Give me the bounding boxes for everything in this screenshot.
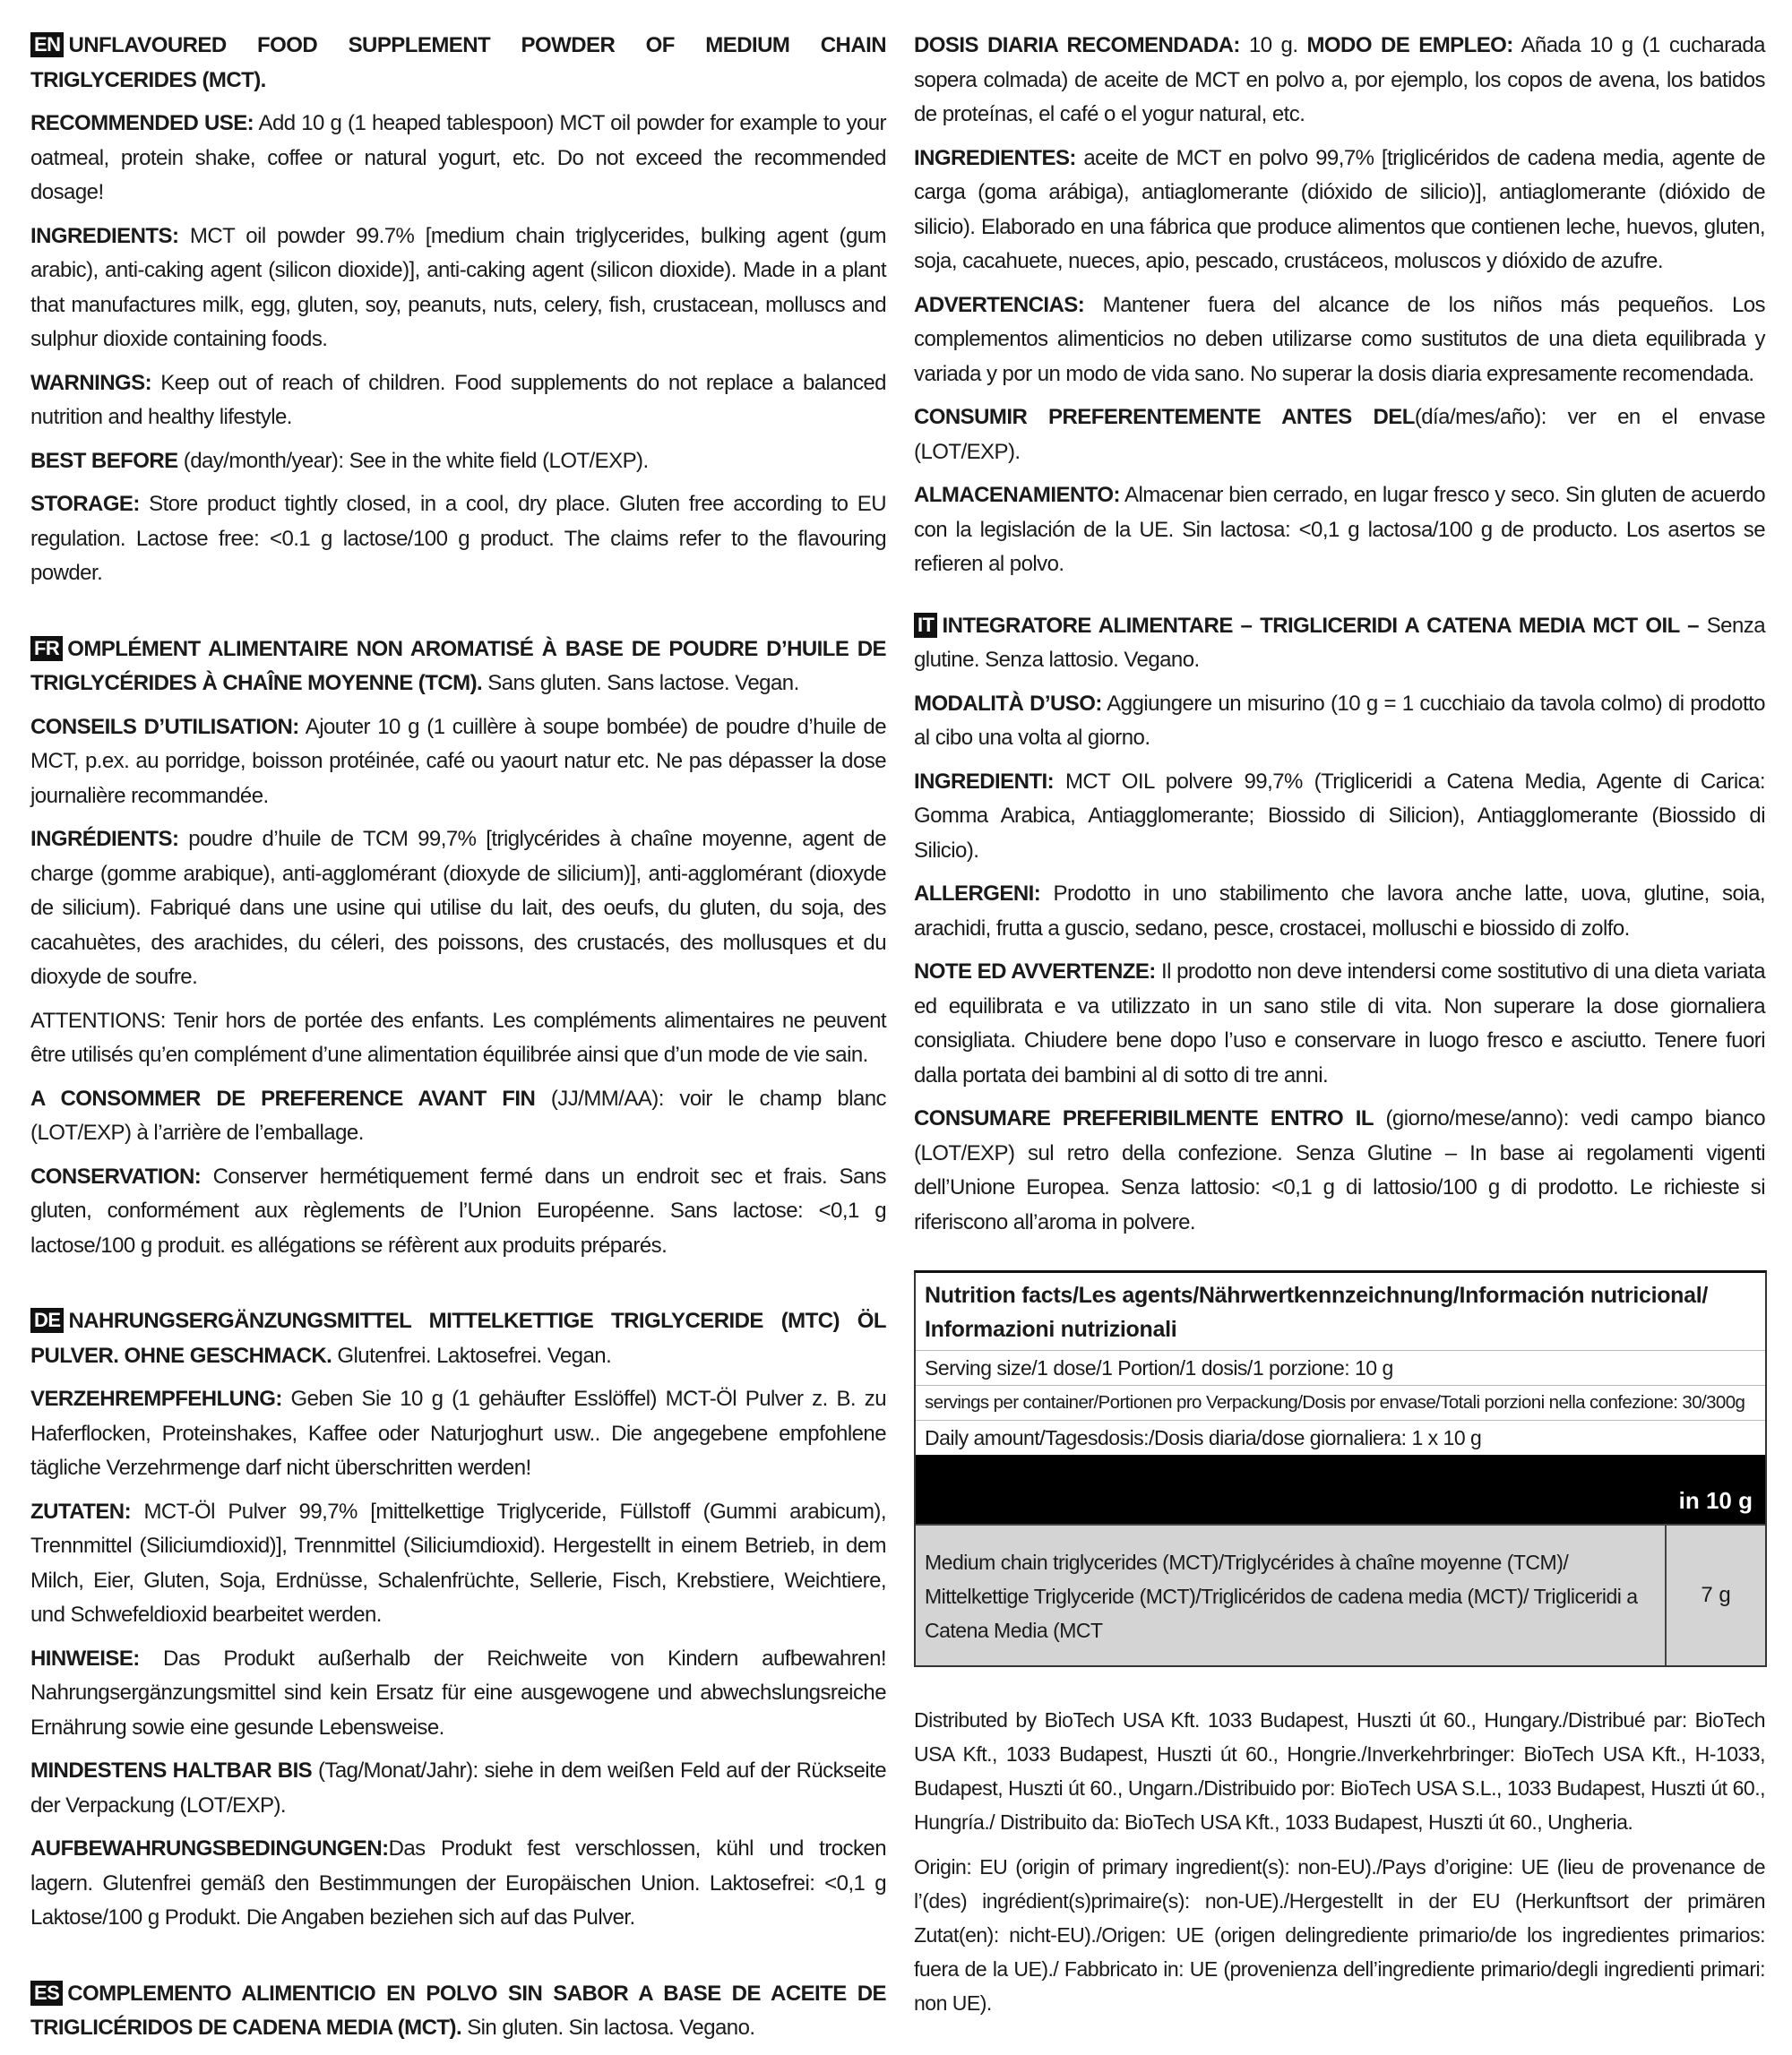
it-usage: MODALITÀ D’USO: Aggiungere un misurino (10 g = 1 cucchiaio da tavola colmo) di prodotto al cibo una volta al giorno. [914,691,1765,750]
fr-usage: CONSEILS D’UTILISATION: Ajouter 10 g (1 cuillère à soupe bombée) de poudre d’huile de MCT, p.ex. au porridge, boisson protéinée, café ou yaourt natur etc. Ne pas dépasser la dose journalière recommandée. [30,714,886,808]
de-title-tail: Glutenfrei. Laktosefrei. Vegan. [332,1343,612,1368]
de-ingredients: ZUTATEN: MCT-Öl Pulver 99,7% [mittelkettige Triglyceride, Füllstoff (Gummi arabicum), Trennmittel (Siliciumdioxid)], Trennmittel (Siliciumdioxid). Hergestellt in einem Betrieb, in dem Milch, Eier, Gluten, Soja, Erdnüsse, Schalenfrüchte, Sellerie, Fisch, Krebstiere, Weichtiere, und Schwefeldioxid bearbeitet werden. [30,1499,886,1627]
de-title: NAHRUNGSERGÄNZUNGSMITTEL MITTELKETTIGE TRIGLYCERIDE (MTC) ÖL PULVER. OHNE GESCHMACK. [30,1309,886,1368]
it-language-badge: IT [914,613,937,638]
es-dose-and-usage: DOSIS DIARIA RECOMENDADA: 10 g. MODO DE EMPLEO: Añada 10 g (1 cucharada sopera colmada) de aceite de MCT en polvo a, por ejemplo, los copos de avena, los batidos de proteínas, el café o el yogur natural, etc. [914,33,1765,126]
fr-language-badge: FR [30,636,63,661]
it-notes: NOTE ED AVVERTENZE: Il prodotto non deve intendersi come sostitutivo di una dieta variata ed equilibrata e va utilizzato in un sano stile di vita. Non superare la dose giornaliera consigliata. Chiudere bene dopo l’uso e conservare in luogo fresco e asciutto. Tenere fuori dalla portata dei bambini al di sotto di tre anni. [914,959,1765,1088]
it-heading [914,609,1765,678]
fr-title: OMPLÉMENT ALIMENTAIRE NON AROMATISÉ À BASE DE POUDRE D’HUILE DE TRIGLYCÉRIDES À CHAÎNE MOYENNE (TCM). [30,636,886,695]
en-ingredients: INGREDIENTS: MCT oil powder 99.7% [medium chain triglycerides, bulking agent (gum arabic), anti-caking agent (silicon dioxide)], anti-caking agent (silicon dioxide). Made in a plant that manufactures milk, egg, gluten, soy, peanuts, nuts, celery, fish, crustacean, molluscs and sulphur dioxide containing foods. [30,223,886,351]
de-warnings: HINWEISE: Das Produkt außerhalb der Reichweite von Kindern aufbewahren! Nahrungsergänzungsmittel sind kein Ersatz für eine ausgewogene und abwechslungsreiche Ernährung sowie eine gesunde Lebensweise. [30,1646,886,1740]
it-title: INTEGRATORE ALIMENTARE – TRIGLICERIDI A CATENA MEDIA MCT OIL – [942,613,1699,638]
it-allergens: ALLERGENI: Prodotto in uno stabilimento che lavora anche latte, uova, glutine, soia, arachidi, frutta a guscio, sedano, pesce, crostacei, molluschi e biossido di zolfo. [914,881,1765,941]
left-column [30,29,886,2055]
fr-ingredients: INGRÉDIENTS: poudre d’huile de TCM 99,7% [triglycérides à chaîne moyenne, agent de charge (gomme arabique), anti-agglomérant (dioxyde de silicium)], anti-agglomérant (dioxyde de silicium). Fabriqué dans une usine qui utilise du lait, des oeufs, du gluten, du soja, des cacahuètes, des arachides, du céleri, des poissons, des crustacés, des mollusques et du dioxyde de soufre. [30,827,886,989]
en-recommended-use: RECOMMENDED USE: Add 10 g (1 heaped tablespoon) MCT oil powder for example to your oatmeal, protein shake, coffee or natural yogurt, etc. Do not exceed the recommended dosage! [30,111,886,204]
origin-info: Origin: EU (origin of primary ingredient(s): non-EU)./Pays d’origine: UE (lieu de provenance de l’(des) ingrédient(s)primaire(s): non-UE)./Hergestellt in der EU (Herkunftsort der primären Zutat(en): nicht-EU)./Origen: UE (origen delingrediente primario/de los ingredientes primarios: fuera de la UE)./ Fabbricato in: UE (provenienza dell’ingrediente primario/degli ingredienti primari: non UE). [914,1855,1765,2015]
es-ingredients: INGREDIENTES: aceite de MCT en polvo 99,7% [triglicéridos de cadena media, agente de carga (goma arábiga), antiaglomerante (dióxido de silicio)], antiaglomerante (dióxido de silicio). Elaborado en una fábrica que produce alimentos que contienen leche, huevos, gluten, soja, cacahuete, nueces, apio, pescado, crustáceos, moluscos y dióxido de azufre. [914,145,1765,273]
fr-heading [30,632,886,701]
it-ingredients: INGREDIENTI: MCT OIL polvere 99,7% (Trigliceridi a Catena Media, Agente di Carica: Gomma Arabica, Antiagglomerante; Biossido di Silicion), Antiagglomerante (Biossido di Silicio). [914,769,1765,863]
fr-storage: CONSERVATION: Conserver hermétiquement fermé dans un endroit sec et frais. Sans gluten, conformément aux règlements de l’Union Européenne. Sans lactose: <0,1 g lactose/100 g produit. es allégations se réfèrent aux produits préparés. [30,1164,886,1258]
right-column [914,29,1765,2031]
en-storage: STORAGE: Store product tightly closed, in a cool, dry place. Gluten free according to EU regulation. Lactose free: <0.1 g lactose/100 g product. The claims refer to the flavouring powder. [30,492,886,585]
fr-title-tail: Sans gluten. Sans lactose. Vegan. [482,671,799,695]
es-title-tail: Sin gluten. Sin lactosa. Vegano. [461,2016,755,2040]
nutrient-value: 7 g [1701,1583,1731,1607]
de-language-badge: DE [30,1308,64,1333]
en-heading [30,29,886,98]
nutrition-header-row [916,1455,1765,1524]
es-language-badge: ES [30,1981,63,2006]
distributor-info: Distributed by BioTech USA Kft. 1033 Budapest, Huszti út 60., Hungary./Distribué par: BioTech USA Kft., 1033 Budapest, Huszti út 60., Hongrie./Inverkehrbringer: BioTech USA Kft., H-1033, Budapest, Huszti út 60., Ungarn./Distribuido por: BioTech USA S.L., 1033 Budapest, Huszti út 60., Hungría./ Distribuito da: BioTech USA Kft., 1033 Budapest, Huszti út 60., Ungheria. [914,1708,1765,1834]
es-title: COMPLEMENTO ALIMENTICIO EN POLVO SIN SABOR A BASE DE ACEITE DE TRIGLICÉRIDOS DE CADENA MEDIA (MCT). [30,1981,886,2040]
fr-attentions: ATTENTIONS: Tenir hors de portée des enfants. Les compléments alimentaires ne peuvent être utilisés qu’en complément d’une alimentation équilibrée ainsi que d’un mode de vie sain. [30,1008,886,1067]
serving-size: Serving size/1 dose/1 Portion/1 dosis/1 porzione: 10 g [916,1350,1765,1385]
de-best-before: MINDESTENS HALTBAR BIS (Tag/Monat/Jahr): siehe in dem weißen Feld auf der Rückseite der Verpackung (LOT/EXP). [30,1758,887,1818]
es-warnings: ADVERTENCIAS: Mantener fuera del alcance de los niños más pequeños. Los complementos alimenticios no deben utilizarse como sustitutos de una dieta equilibrada y variada y por un modo de vida sano. No superar la dosis diaria expresamente recomendada. [914,292,1765,386]
per-10g-header: in 10 g [1678,1487,1753,1514]
de-storage: AUFBEWAHRUNGSBEDINGUNGEN:Das Produkt fest verschlossen, kühl und trocken lagern. Glutenfrei gemäß den Bestimmungen der Europäischen Union. Laktosefrei: <0,1 g Laktose/100 g Produkt. Die Angaben beziehen sich auf das Pulver. [30,1836,886,1930]
it-best-before: CONSUMARE PREFERIBILMENTE ENTRO IL (giorno/mese/anno): vedi campo bianco (LOT/EXP) sul retro della confezione. Senza Glutine – In base ai regolamenti vigenti dell’Unione Europea. Senza lattosio: <0,1 g di lattosio/100 g di prodotto. Le richieste si riferiscono all’aroma in polvere. [914,1106,1765,1234]
de-usage: VERZEHREMPFEHLUNG: Geben Sie 10 g (1 gehäufter Esslöffel) MCT-Öl Pulver z. B. zu Haferflocken, Proteinshakes, Kaffee oder Naturjoghurt usw.. Die angegebene empfohlene tägliche Verzehrmenge darf nicht überschritten werden! [30,1387,886,1480]
en-title: UNFLAVOURED FOOD SUPPLEMENT POWDER OF MEDIUM CHAIN TRIGLYCERIDES (MCT). [30,33,886,92]
nutrition-row-mct [916,1524,1765,1665]
it-title-tail: Senza glutine. Senza lattosio. Vegano. [914,613,1765,672]
es-storage: ALMACENAMIENTO: Almacenar bien cerrado, en lugar fresco y seco. Sin gluten de acuerdo con la legislación de la UE. Sin lactosa: <0,1 g lactosa/100 g de producto. Los asertos se refieren al polvo. [914,483,1765,576]
en-warnings: WARNINGS: Keep out of reach of children. Food supplements do not replace a balanced nutrition and healthy lifestyle. [30,370,886,429]
es-best-before: CONSUMIR PREFERENTEMENTE ANTES DEL(día/mes/año): ver en el envase (LOT/EXP). [914,405,1765,464]
nutrition-table [914,1270,1767,1667]
en-best-before: BEST BEFORE (day/month/year): See in the white field (LOT/EXP). [30,448,649,473]
es-heading [30,1977,886,2046]
daily-amount: Daily amount/Tagesdosis:/Dosis diaria/dose giornaliera: 1 x 10 g [916,1420,1765,1455]
nutrient-name: Medium chain triglycerides (MCT)/Triglycérides à chaîne moyenne (TCM)/ Mittelkettige Triglyceride (MCT)/Triglicéridos de cadena media (MCT)/ Trigliceridi a Catena Media (MCT [916,1526,1667,1665]
fr-best-before: A CONSOMMER DE PREFERENCE AVANT FIN (JJ/MM/AA): voir le champ blanc (LOT/EXP) à l’arrière de l’emballage. [30,1086,886,1145]
en-language-badge: EN [30,32,64,57]
de-heading [30,1304,886,1373]
nutrition-title: Nutrition facts/Les agents/Nährwertkennzeichnung/Información nutricional/ Informazioni nutrizionali [925,1283,1709,1342]
servings-per-container: servings per container/Portionen pro Verpackung/Dosis por envase/Totali porzioni nella confezione: 30/300g [916,1385,1765,1420]
